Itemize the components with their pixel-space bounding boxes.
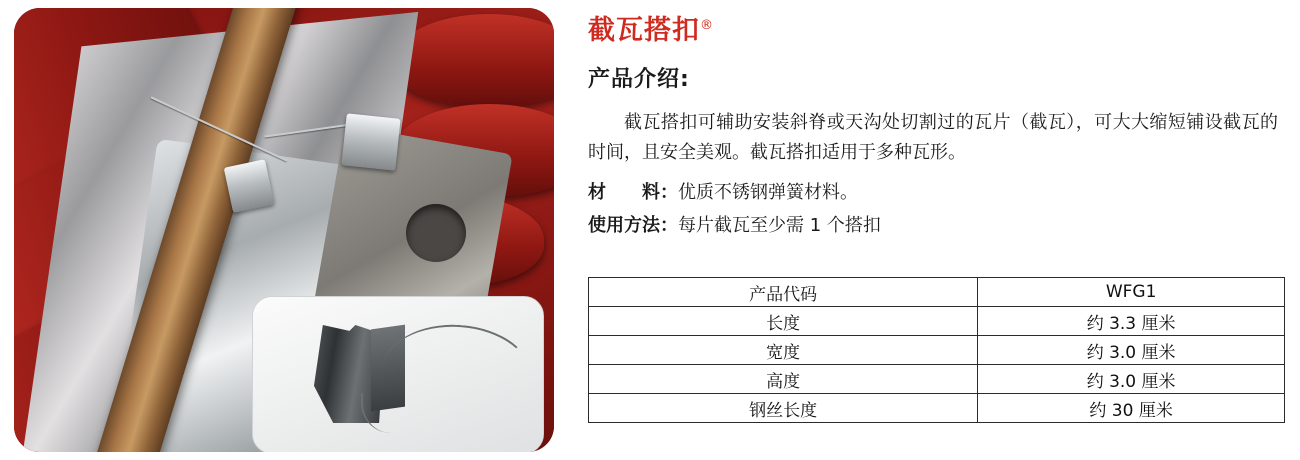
intro-paragraph: 截瓦搭扣可辅助安装斜脊或天沟处切割过的瓦片（截瓦），可大大缩短铺设截瓦的时间，且安全美观。截瓦搭扣适用于多种瓦形。 (588, 112, 1278, 163)
specification-table (588, 277, 1285, 423)
table-cell-param: 长度 (589, 307, 978, 336)
table-row (589, 278, 1285, 307)
installed-clip (341, 113, 400, 170)
table-row (589, 307, 1285, 336)
table-row (589, 336, 1285, 365)
product-photo (14, 8, 554, 452)
concrete-hole (406, 204, 466, 262)
table-cell-value: 约 3.0 厘米 (978, 365, 1285, 394)
product-description-panel (588, 0, 1288, 460)
material-label: 材 料： (588, 182, 678, 203)
table-cell-value: 约 3.0 厘米 (978, 336, 1285, 365)
table-cell-value: 约 30 厘米 (978, 394, 1285, 423)
usage-label: 使用方法： (588, 215, 678, 236)
clip-closeup-inset (252, 296, 544, 452)
table-cell-value: WFG1 (978, 278, 1285, 307)
usage-spec-line (588, 211, 881, 237)
material-spec-line (588, 178, 858, 204)
table-cell-param: 产品代码 (589, 278, 978, 307)
table-cell-param: 钢丝长度 (589, 394, 978, 423)
table-cell-param: 高度 (589, 365, 978, 394)
table-cell-param: 宽度 (589, 336, 978, 365)
product-title-text: 截瓦搭扣 (588, 15, 700, 46)
specification-table-body (589, 278, 1285, 423)
table-row (589, 365, 1285, 394)
material-value: 优质不锈钢弹簧材料。 (678, 182, 858, 203)
registered-trademark-icon: ® (700, 18, 714, 33)
table-row (589, 394, 1285, 423)
product-title (588, 8, 714, 47)
usage-value: 每片截瓦至少需 1 个搭扣 (678, 215, 881, 236)
section-heading: 产品介绍: (588, 67, 690, 92)
table-cell-value: 约 3.3 厘米 (978, 307, 1285, 336)
